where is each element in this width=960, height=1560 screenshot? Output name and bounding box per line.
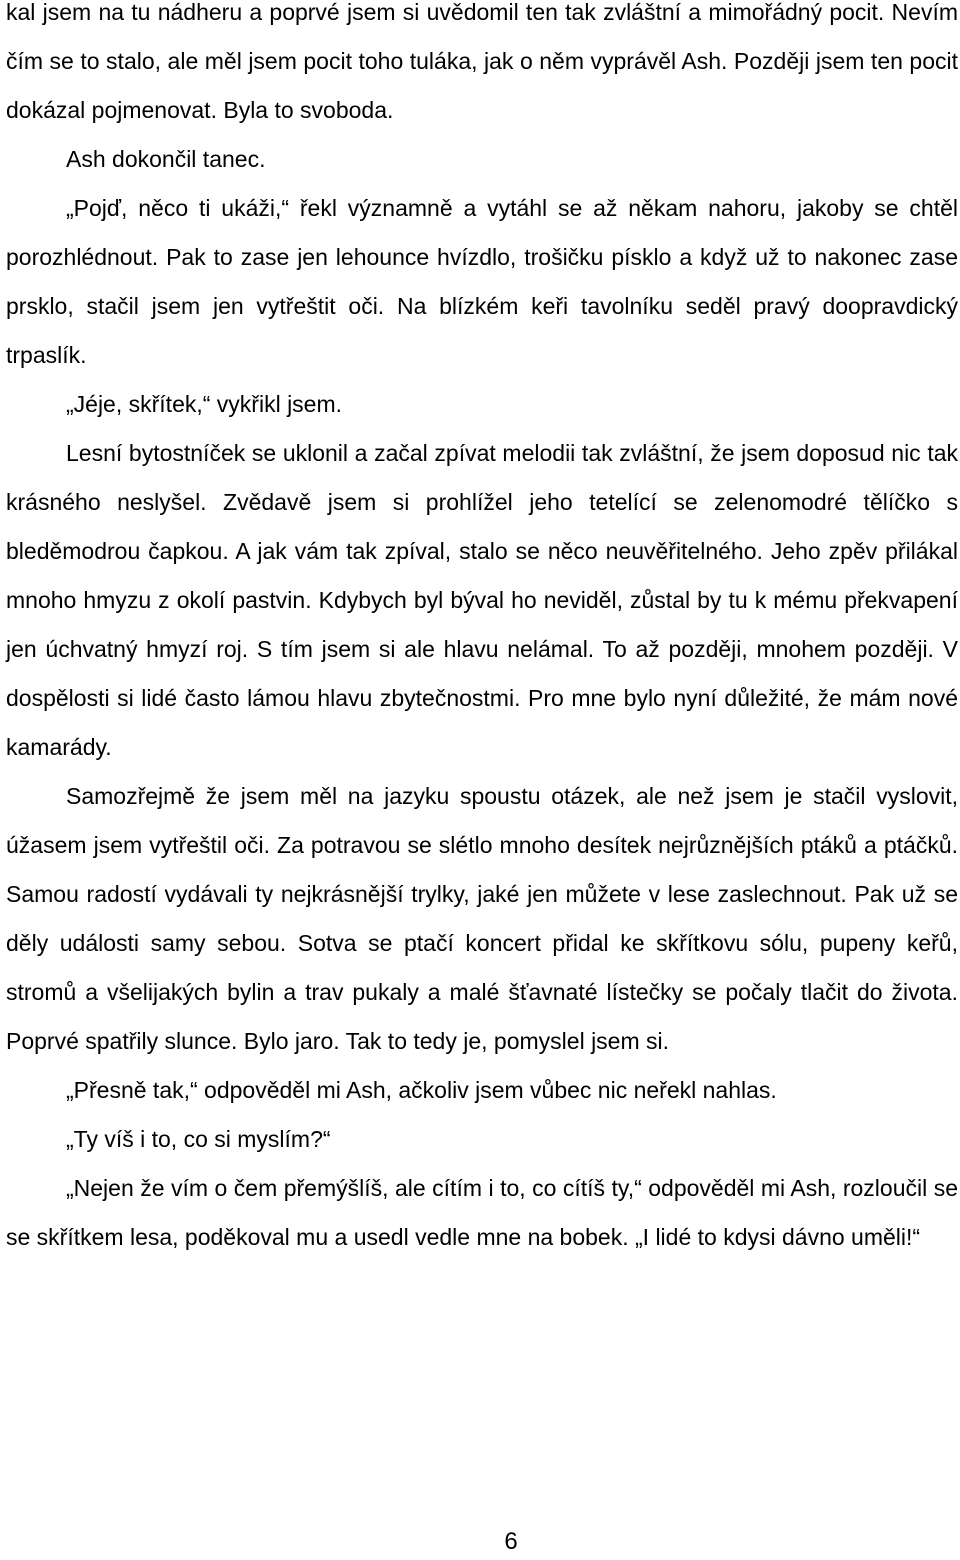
paragraph-ash-answer: „Nejen že vím o čem přemýšlíš, ale cítím i to, co cítíš ty,“ odpověděl mi Ash, rozloučil se se skřítkem lesa, poděkoval mu a usedl vedle mne na bobek. „I lidé to kdysi dávno uměli!“	[6, 1175, 958, 1250]
paragraph-exactly: „Přesně tak,“ odpověděl mi Ash, ačkoliv jsem vůbec nic neřekl nahlas.	[66, 1077, 777, 1103]
text-body	[6, 0, 958, 1262]
paragraph-birds-spring: Samozřejmě že jsem měl na jazyku spoustu otázek, ale než jsem je stačil vyslovit, úžasem jsem vytřeštil oči. Za potravou se slétlo mnoho desítek nejrůznějších ptáků a ptáčků. Samou radostí vydávali ty nejkrásnější trylky, jaké jen můžete v lese zaslechnout. Pak už se děly události samy sebou. Sotva se ptačí koncert přidal ke skřítkovu sólu, pupeny keřů, stromů a všelijakých bylin a trav pukaly a malé šťavnaté lístečky se počaly tlačit do života. Poprvé spatřily slunce. Bylo jaro. Tak to tedy je, pomyslel jsem si.	[6, 783, 958, 1054]
page-number: 6	[504, 1528, 518, 1555]
paragraph-forest-creature: Lesní bytostníček se uklonil a začal zpívat melodii tak zvláštní, že jsem doposud nic tak krásného neslyšel. Zvědavě jsem si prohlížel jeho tetelící se zelenomodré tělíčko s bleděmodrou čapkou. A jak vám tak zpíval, stalo se něco neuvěřitelného. Jeho zpěv přilákal mnoho hmyzu z okolí pastvin. Kdybych byl býval ho neviděl, zůstal by tu k mému překvapení jen úchvatný hmyzí roj. S tím jsem si ale hlavu nelámal. To až později, mnohem později. V dospělosti si lidé často lámou hlavu zbytečnostmi. Pro mne bylo nyní důležité, že mám nové kamarády.	[6, 440, 958, 760]
paragraph-ash-shows: „Pojď, něco ti ukáži,“ řekl významně a vytáhl se až někam nahoru, jakoby se chtěl porozhlédnout. Pak to zase jen lehounce hvízdlo, trošičku písklo a když už to nakonec zase prsklo, stačil jsem jen vytřeštit oči. Na blízkém keři tavolníku seděl pravý doopravdický trpaslík.	[6, 195, 958, 368]
paragraph-exclamation: „Jéje, skřítek,“ vykřikl jsem.	[66, 391, 343, 417]
paragraph-dance-finished: Ash dokončil tanec.	[66, 146, 266, 172]
paragraph-question: „Ty víš i to, co si myslím?“	[66, 1126, 331, 1152]
paragraph-continuation: kal jsem na tu nádheru a poprvé jsem si uvědomil ten tak zvláštní a mimořádný pocit. Nevím čím se to stalo, ale měl jsem pocit toho tuláka, jak o něm vyprávěl Ash. Později jsem ten pocit dokázal pojmenovat. Byla to svoboda.	[6, 0, 958, 123]
